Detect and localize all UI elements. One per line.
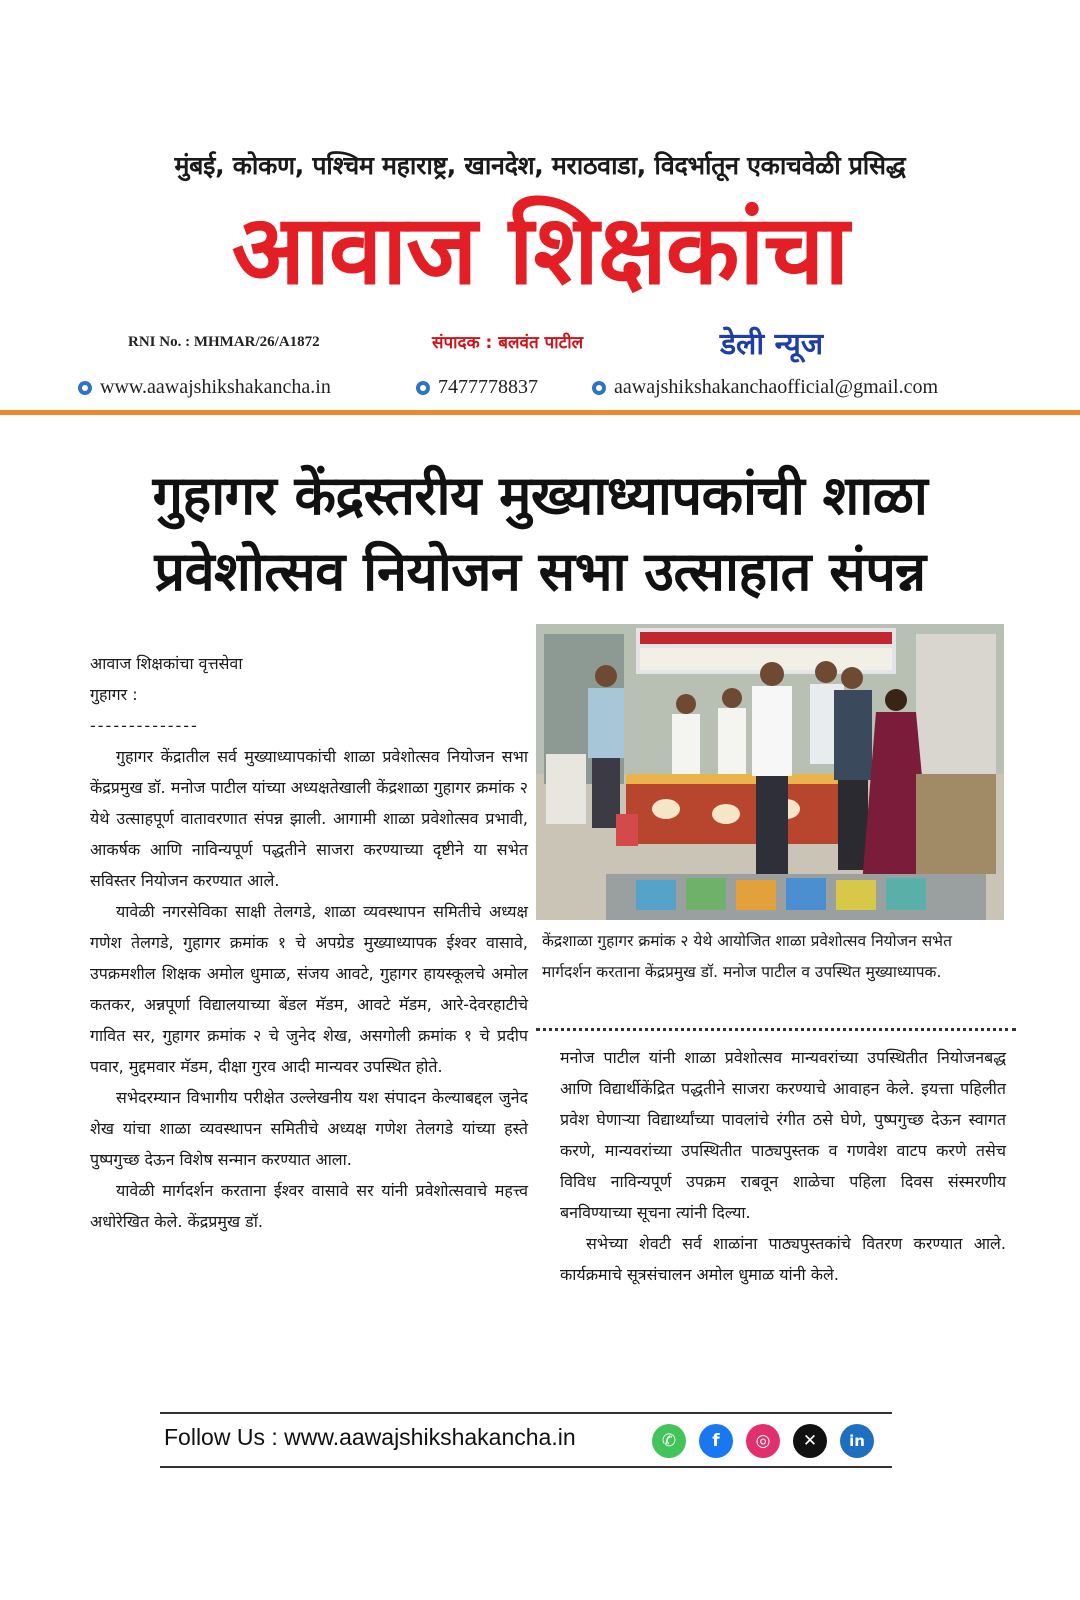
article-right-column bbox=[560, 1042, 1006, 1290]
article-left-column bbox=[90, 648, 528, 1237]
globe-icon bbox=[78, 381, 92, 395]
whatsapp-icon[interactable]: ✆ bbox=[652, 1424, 686, 1458]
dateline: गुहागर : bbox=[90, 685, 138, 704]
news-source: आवाज शिक्षकांचा वृत्तसेवा bbox=[90, 654, 243, 673]
footer-rule-top bbox=[160, 1412, 892, 1414]
editor-name: संपादक : बलवंत पाटील bbox=[432, 333, 584, 353]
photo-caption: केंद्रशाळा गुहागर क्रमांक २ येथे आयोजित शाळा प्रवेशोत्सव नियोजन सभेत मार्गदर्शन करताना केंद्रप्रमुख डॉ. मनोज पाटील व उपस्थित मुख्याध्यापक. bbox=[542, 932, 952, 981]
headline-line-1: गुहागर केंद्रस्तरीय मुख्याध्यापकांची शाळा bbox=[152, 464, 928, 527]
header-divider bbox=[0, 410, 1080, 415]
article-photo bbox=[536, 624, 1004, 920]
paragraph-1: गुहागर केंद्रातील सर्व मुख्याध्यापकांची शाळा प्रवेशोत्सव नियोजन सभा केंद्रप्रमुख डॉ. मनोज पाटील यांच्या अध्यक्षतेखाली केंद्रशाळा गुहागर क्रमांक २ येथे उत्साहपूर्ण वातावरणात संपन्न झाली. आगामी शाळा प्रवेशोत्सव प्रभावी, आकर्षक आणि नाविन्यपूर्ण पद्धतीने साजरा करण्याच्या दृष्टीने या सभेत सविस्तर नियोजन करण्यात आले. bbox=[90, 747, 528, 890]
facebook-icon[interactable]: f bbox=[699, 1424, 733, 1458]
instagram-icon[interactable]: ◎ bbox=[746, 1424, 780, 1458]
masthead-tagline: मुंबई, कोकण, पश्चिम महाराष्ट्र, खानदेश, मराठवाडा, विदर्भातून एकाचवेळी प्रसिद्ध bbox=[174, 151, 906, 180]
footer-rule-bottom bbox=[160, 1466, 892, 1468]
social-icons bbox=[652, 1424, 874, 1458]
paragraph-3: सभेदरम्यान विभागीय परीक्षेत उल्लेखनीय यश संपादन केल्याबद्दल जुनेद शेख यांचा शाळा व्यवस्थापन समितीचे अध्यक्ष गणेश तेलगडे यांच्या हस्ते पुष्पगुच्छ देऊन विशेष सन्मान करण्यात आला. bbox=[90, 1088, 528, 1169]
masthead-meta bbox=[0, 328, 1080, 368]
email-contact[interactable] bbox=[592, 376, 938, 399]
phone-text: 7477778837 bbox=[438, 376, 538, 398]
contact-row bbox=[0, 376, 1080, 406]
follow-us-link[interactable]: Follow Us : www.aawajshikshakancha.in bbox=[164, 1424, 576, 1450]
caption-divider bbox=[536, 1028, 1016, 1031]
linkedin-icon[interactable]: in bbox=[840, 1424, 874, 1458]
edition-label: डेली न्यूज bbox=[720, 327, 824, 362]
paragraph-6: सभेच्या शेवटी सर्व शाळांना पाठ्यपुस्तकांचे वितरण करण्यात आले. कार्यक्रमाचे सूत्रसंचालन अमोल धुमाळ यांनी केले. bbox=[560, 1234, 1006, 1284]
phone-icon bbox=[416, 381, 430, 395]
email-text: aawajshikshakanchaofficial@gmail.com bbox=[614, 376, 939, 398]
website-contact[interactable] bbox=[78, 376, 331, 399]
mail-icon bbox=[592, 381, 606, 395]
photo-illustration bbox=[536, 624, 1004, 920]
paragraph-2: यावेळी नगरसेविका साक्षी तेलगडे, शाळा व्यवस्थापन समितीचे अध्यक्ष गणेश तेलगडे, गुहागर क्रमांक १ चे अपग्रेड मुख्याध्यापक ईश्वर वासावे, उपक्रमशील शिक्षक अमोल धुमाळ, संजय आवटे, गुहागर हायस्कूलचे अमोल कतकर, अन्नपूर्णा विद्यालयाच्या बेंडल मॅडम, आवटे मॅडम, आरे-देवरहाटीचे गावित सर, गुहागर क्रमांक २ चे जुनेद शेख, असगोली क्रमांक १ चे प्रदीप पवार, मुद्दमवार मॅडम, दीक्षा गुरव आदी मान्यवर उपस्थित होते. bbox=[90, 902, 528, 1076]
masthead-title: आवाज शिक्षकांचा bbox=[231, 194, 849, 306]
website-text: www.aawajshikshakancha.in bbox=[100, 376, 331, 398]
paragraph-5: मनोज पाटील यांनी शाळा प्रवेशोत्सव मान्यवरांच्या उपस्थितीत नियोजनबद्ध आणि विद्यार्थीकेंद्रित पद्धतीने साजरा करण्याचे आवाहन केले. इयत्ता पहिलीत प्रवेश घेणाऱ्या विद्यार्थ्यांच्या पावलांचे रंगीत ठसे घेणे, पुष्पगुच्छ देऊन स्वागत करणे, मान्यवरांच्या उपस्थितीत पाठ्यपुस्तक व गणवेश वाटप करणे तसेच विविध नाविन्यपूर्ण उपक्रम राबवून शाळेचा पहिला दिवस संस्मरणीय बनविण्याच्या सूचना त्यांनी दिल्या. bbox=[560, 1048, 1006, 1222]
article-headline bbox=[60, 458, 1020, 610]
separator-line: -------------- bbox=[90, 716, 199, 735]
x-icon[interactable]: ✕ bbox=[793, 1424, 827, 1458]
rni-number: RNI No. : MHMAR/26/A1872 bbox=[128, 334, 320, 350]
headline-line-2: प्रवेशोत्सव नियोजन सभा उत्साहात संपन्न bbox=[154, 540, 926, 603]
phone-contact[interactable] bbox=[416, 376, 538, 399]
paragraph-4: यावेळी मार्गदर्शन करताना ईश्वर वासावे सर यांनी प्रवेशोत्सवाचे महत्त्व अधोरेखित केले. केंद्रप्रमुख डॉ. bbox=[90, 1181, 528, 1231]
